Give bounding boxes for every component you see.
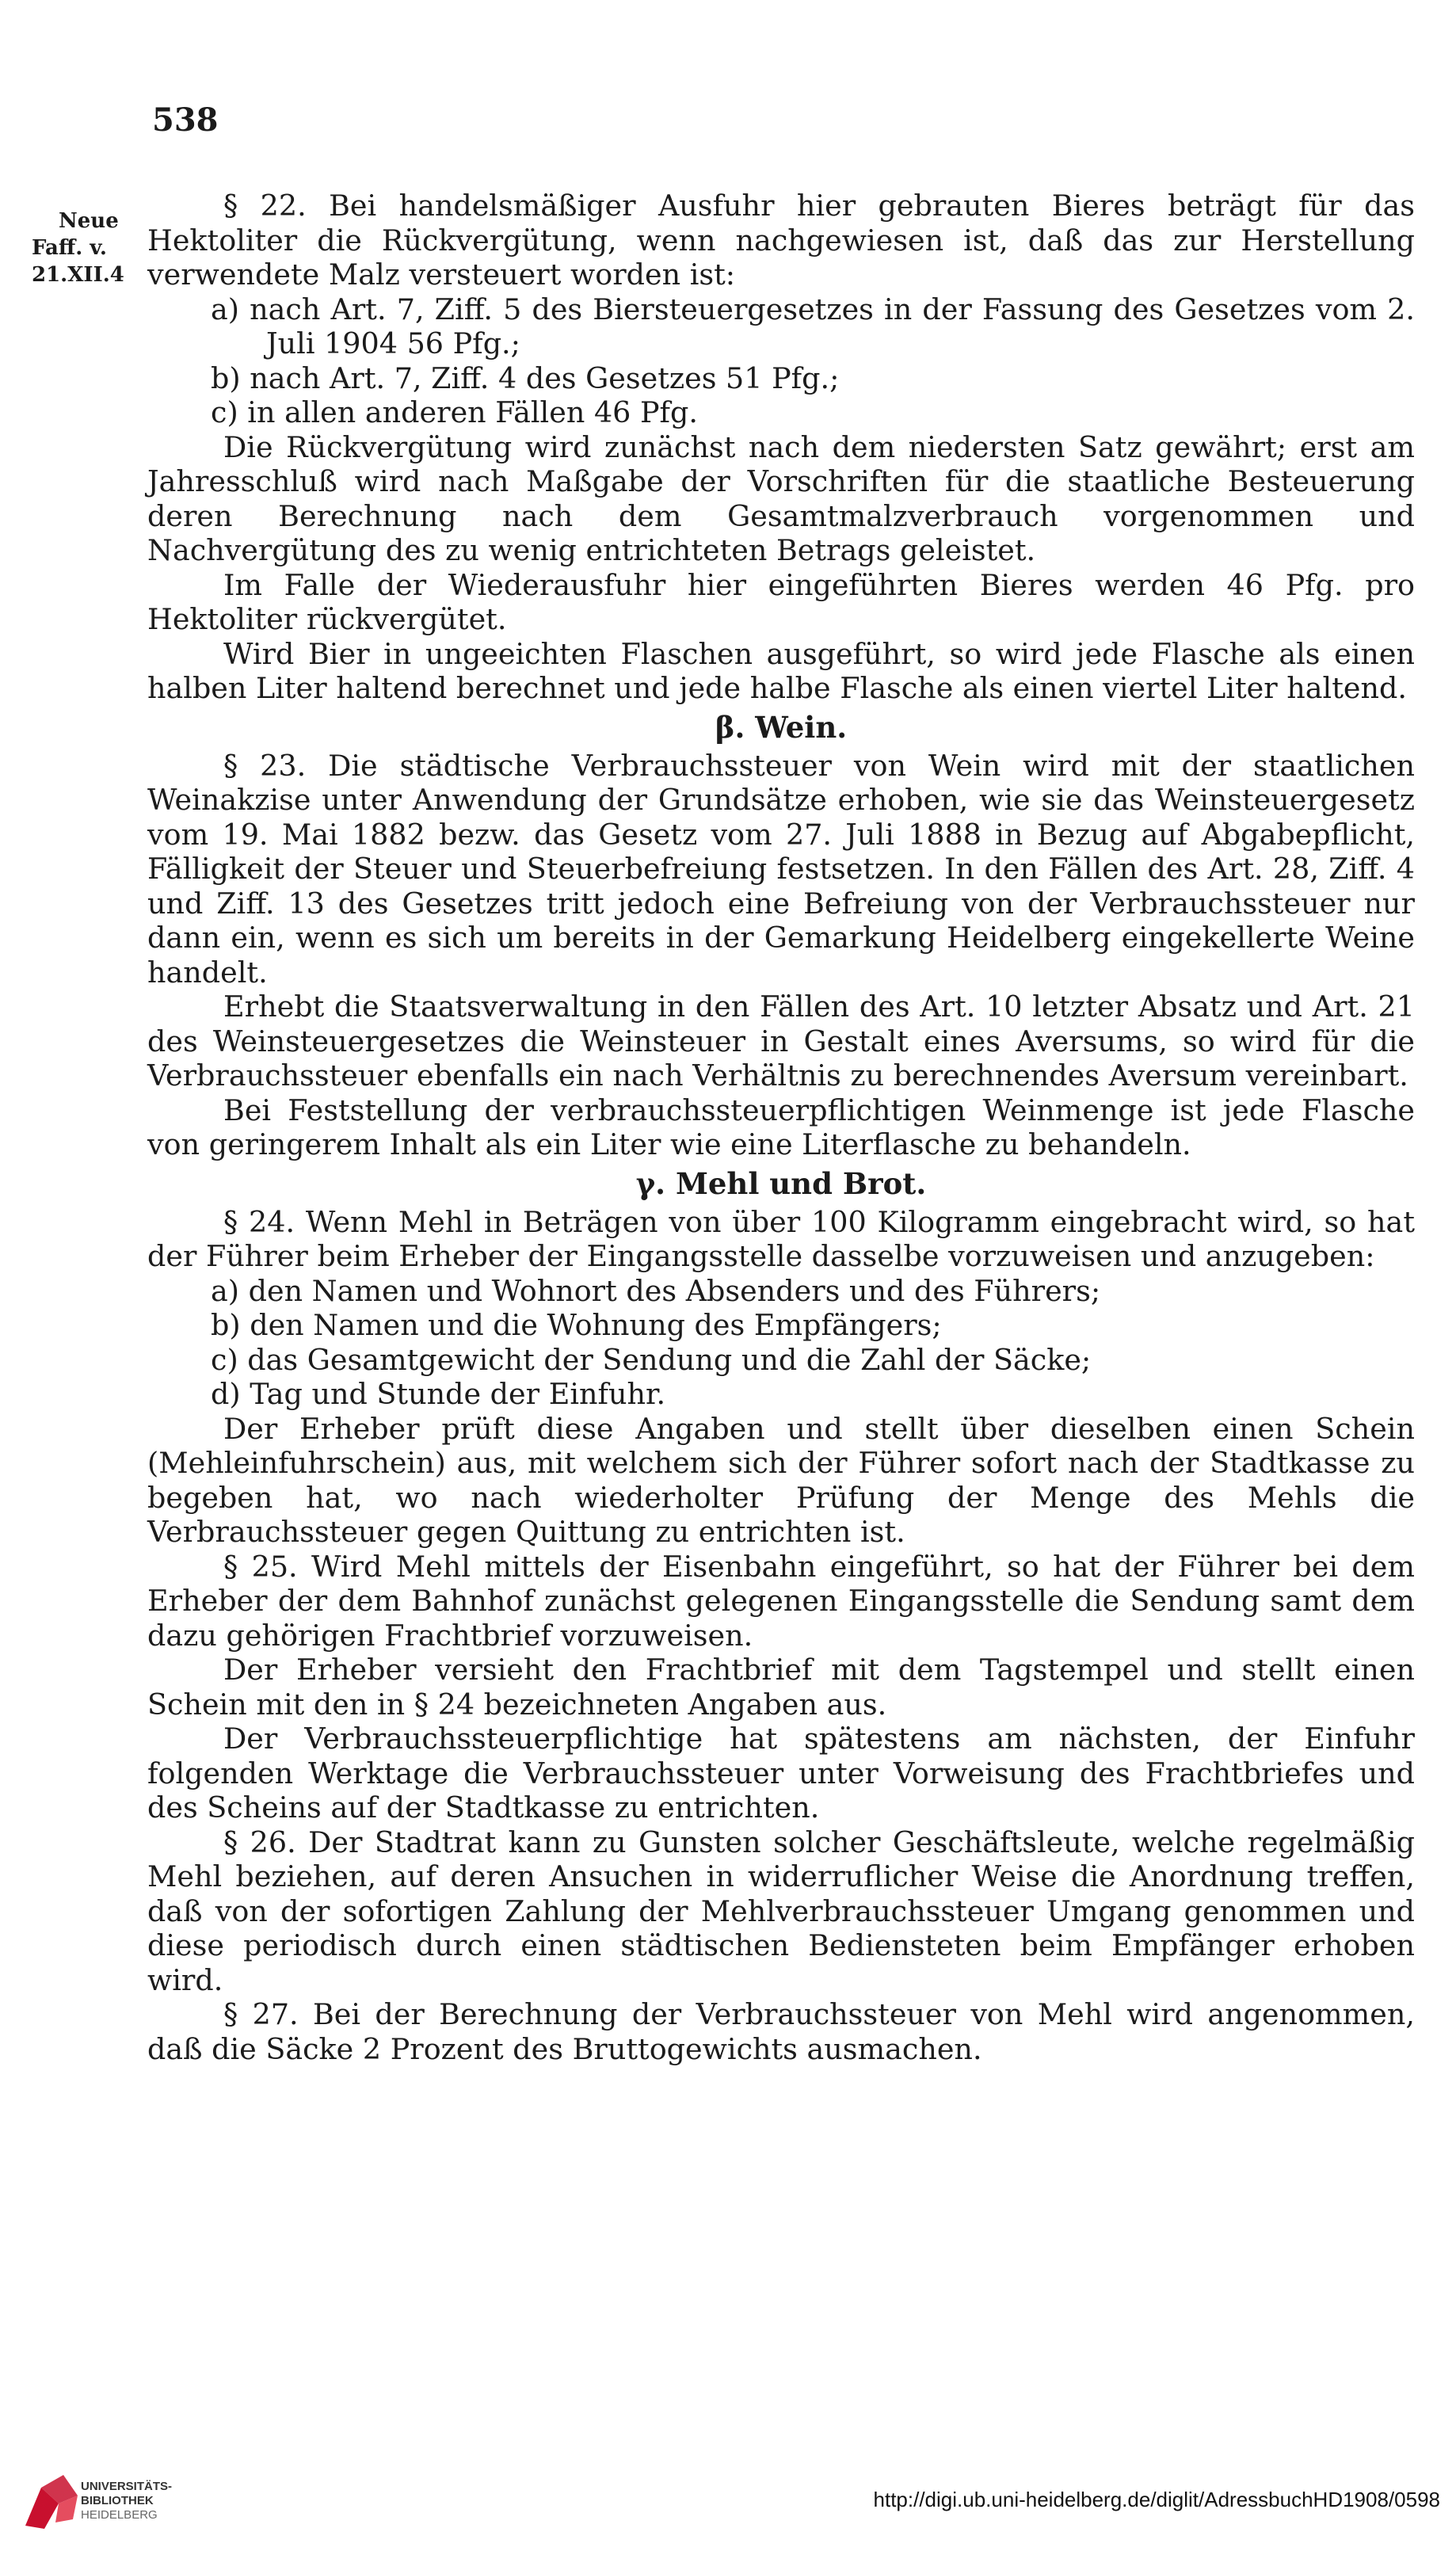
section-heading-mehl-und-brot: γ. Mehl und Brot. — [635, 1165, 927, 1201]
paragraph: Erhebt die Staatsverwaltung in den Fällen des Art. 10 letzter Absatz und Art. 21 des Weinsteuergesetzes die Weinsteuer in Gestalt eines Aversums, so wird für die Verbrauchssteuer ebenfalls ein nach Verhältnis zu berechnendes Aversum vereinbart. — [147, 990, 1415, 1092]
list-item-a: a) den Namen und Wohnort des Absenders und des Führers; — [211, 1273, 1101, 1308]
library-name-line: UNIVERSITÄTS- — [81, 2480, 173, 2493]
paragraph-25: § 25. Wird Mehl mittels der Eisenbahn eingeführt, so hat der Führer bei dem Erheber der dem Bahnhof zunächst gelegenen Eingangsstelle die Sendung samt dem dazu gehörigen Frachtbrief vorzuweisen. — [147, 1549, 1415, 1653]
paragraph-22: § 22. Bei handelsmäßiger Ausfuhr hier gebrauten Bieres beträgt für das Hektoliter die Rückvergütung, wenn nachgewiesen ist, daß das zur Herstellung verwendete Malz versteuert worden ist: — [147, 189, 1415, 292]
paragraph: Bei Feststellung der verbrauchssteuerpflichtigen Weinmenge ist jede Flasche von geringerem Inhalt als ein Liter wie eine Literflasche zu behandeln. — [147, 1092, 1415, 1161]
page-body — [147, 189, 1415, 2066]
margin-note-line: 21.XII.4 — [32, 263, 124, 287]
paragraph: Der Verbrauchssteuerpflichtige hat spätestens am nächsten, der Einfuhr folgenden Werktage die Verbrauchssteuer unter Vorweisung des Frachtbriefes und des Scheins auf der Stadtkasse zu entrichten. — [147, 1722, 1415, 1825]
list-item-b: b) nach Art. 7, Ziff. 4 des Gesetzes 51 Pfg.; — [211, 360, 840, 395]
paragraph: Der Erheber prüft diese Angaben und stellt über dieselben einen Schein (Mehleinfuhrschein) aus, mit welchem sich der Führer sofort nach der Stadtkasse zu begeben hat, wo nach wiederholter Prüfung der Menge des Mehls die Verbrauchssteuer gegen Quittung zu entrichten ist. — [147, 1411, 1415, 1549]
list-item-d: d) Tag und Stunde der Einfuhr. — [211, 1377, 666, 1411]
source-url[interactable]: http://digi.ub.uni-heidelberg.de/diglit/AdressbuchHD1908/0598 — [873, 2488, 1440, 2511]
list-item-b: b) den Namen und die Wohnung des Empfängers; — [211, 1308, 942, 1342]
library-logo-icon — [17, 2464, 89, 2535]
margin-note-line: Neue — [59, 209, 119, 233]
paragraph: Der Erheber versieht den Frachtbrief mit dem Tagstempel und stellt einen Schein mit den in § 24 bezeichneten Angaben aus. — [147, 1653, 1415, 1722]
margin-note — [32, 208, 158, 288]
paragraph: Die Rückvergütung wird zunächst nach dem niedersten Satz gewährt; erst am Jahresschluß wird nach Maßgabe der Vorschriften für die staatliche Besteuerung deren Berechnung nach dem Gesamtmalzverbrauch vorgenommen und Nachvergütung des zu wenig entrichteten Betrags geleistet. — [147, 429, 1415, 567]
page-number: 538 — [152, 101, 219, 139]
list-item-a: a) nach Art. 7, Ziff. 5 des Biersteuergesetzes in der Fassung des Gesetzes vom 2. Juli 1904 56 Pfg.; — [211, 292, 1415, 360]
paragraph: Im Falle der Wiederausfuhr hier eingeführten Bieres werden 46 Pfg. pro Hektoliter rückvergütet. — [147, 567, 1415, 636]
list-item-c: c) das Gesamtgewicht der Sendung und die Zahl der Säcke; — [211, 1342, 1092, 1377]
paragraph-27: § 27. Bei der Berechnung der Verbrauchssteuer von Mehl wird angenommen, daß die Säcke 2 Prozent des Bruttogewichts ausmachen. — [147, 1997, 1415, 2066]
list-item-c: c) in allen anderen Fällen 46 Pfg. — [211, 395, 699, 429]
footer — [0, 2432, 1456, 2551]
paragraph-26: § 26. Der Stadtrat kann zu Gunsten solcher Geschäftsleute, welche regelmäßig Mehl beziehen, auf deren Ansuchen in widerruflicher Weise die Anordnung treffen, daß von der sofortigen Zahlung der Mehlverbrauchssteuer Umgang genommen und diese periodisch durch einen städtischen Bediensteten beim Empfänger erhoben wird. — [147, 1825, 1415, 1997]
library-name-line: HEIDELBERG — [81, 2508, 158, 2522]
paragraph-24: § 24. Wenn Mehl in Beträgen von über 100 Kilogramm eingebracht wird, so hat der Führer beim Erheber der Eingangsstelle dasselbe vorzuweisen und anzugeben: — [147, 1204, 1415, 1273]
library-name — [81, 2480, 172, 2522]
paragraph: Wird Bier in ungeeichten Flaschen ausgeführt, so wird jede Flasche als einen halben Liter haltend berechnet und jede halbe Flasche als einen viertel Liter haltend. — [147, 636, 1415, 705]
paragraph-23: § 23. Die städtische Verbrauchssteuer von Wein wird mit der staatlichen Weinakzise unter Anwendung der Grundsätze erhoben, wie sie das Weinsteuergesetz vom 19. Mai 1882 bezw. das Gesetz vom 27. Juli 1888 in Bezug auf Abgabepflicht, Fälligkeit der Steuer und Steuerbefreiung festsetzen. In den Fällen des Art. 28, Ziff. 4 und Ziff. 13 des Gesetzes tritt jedoch eine Befreiung von der Verbrauchssteuer nur dann ein, wenn es sich um bereits in der Gemarkung Heidelberg eingekellerte Weine handelt. — [147, 748, 1415, 990]
library-name-line: BIBLIOTHEK — [81, 2494, 154, 2507]
section-heading-wein: β. Wein. — [715, 709, 848, 745]
margin-note-line: Faff. v. — [32, 236, 107, 260]
